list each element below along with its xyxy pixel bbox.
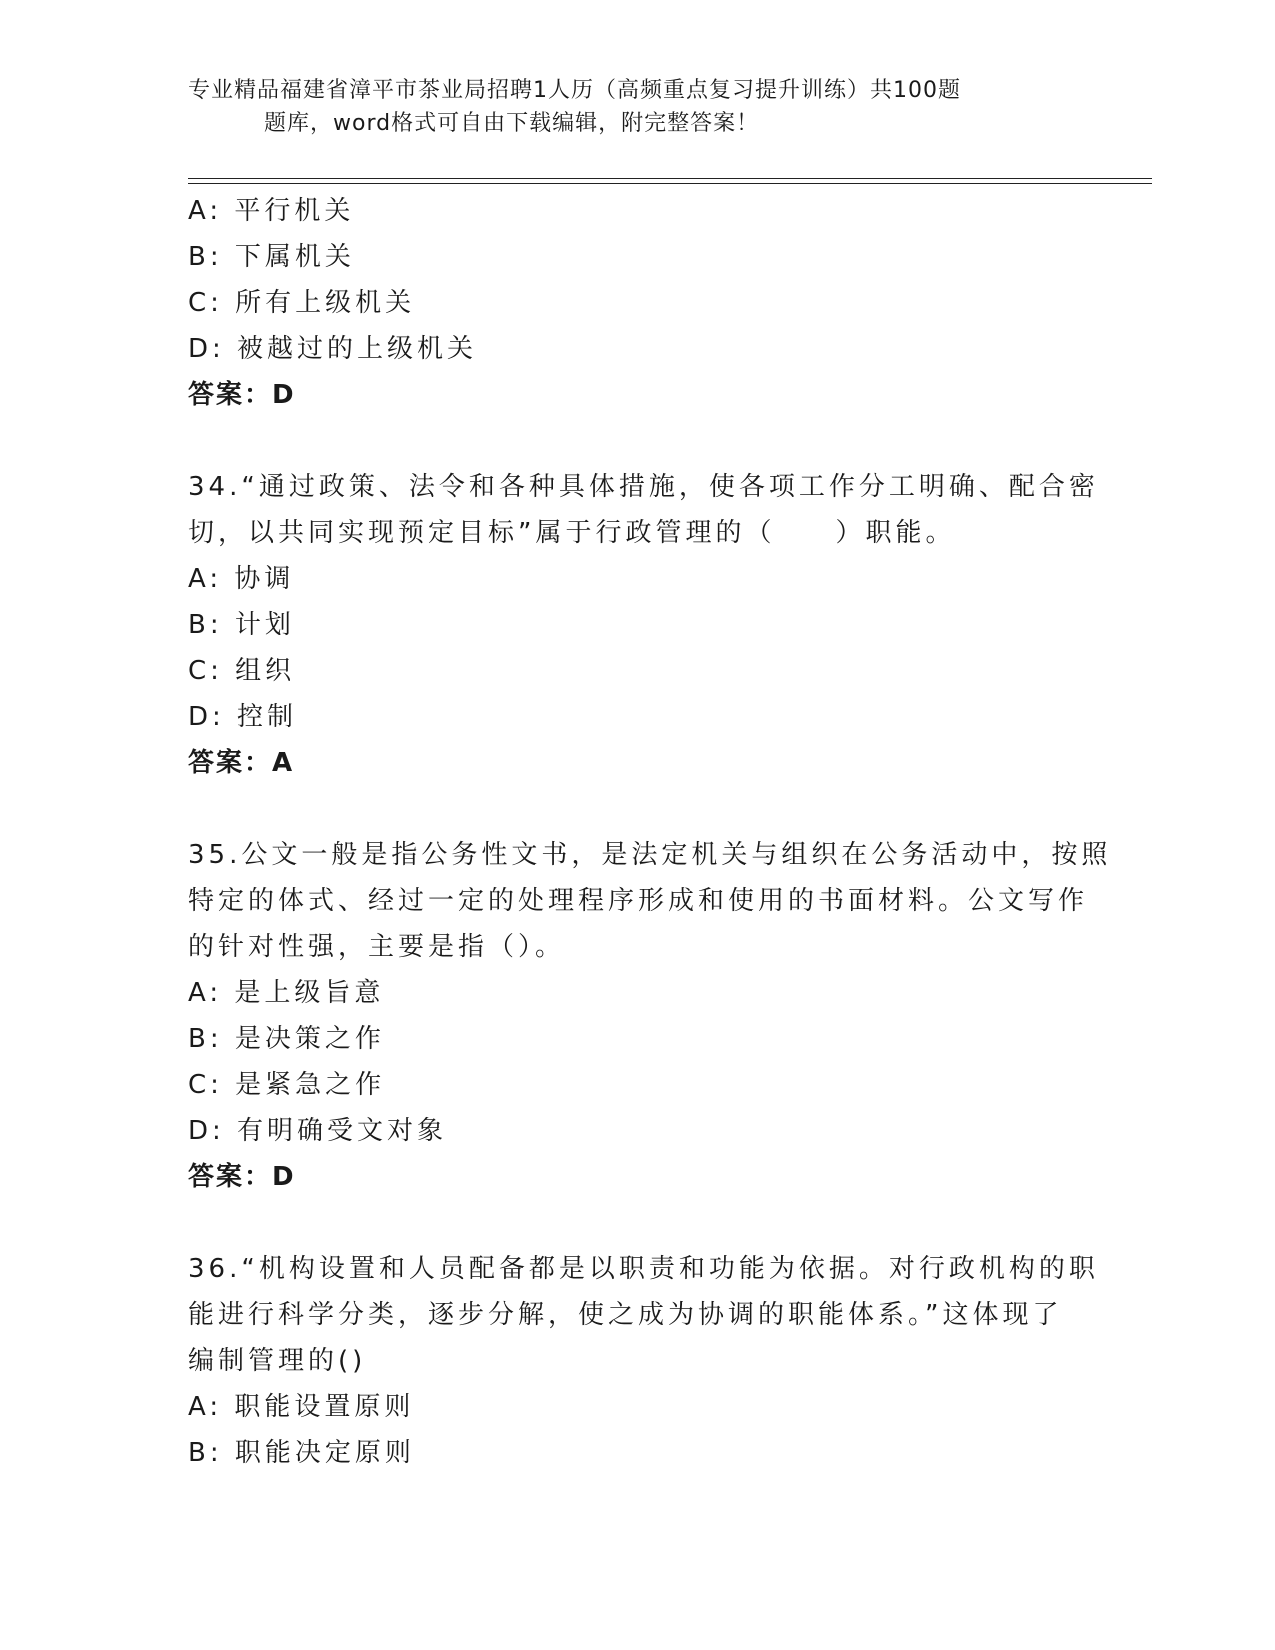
answer-label: 答案：D [188, 380, 296, 410]
option-a: A: 协调 [188, 564, 295, 594]
option-d: D: 控制 [188, 702, 298, 732]
option-a: A: 平行机关 [188, 196, 355, 226]
header-title-line2: 题库，word格式可自由下载编辑，附完整答案！ [264, 111, 760, 136]
question-stem-line: 编制管理的() [188, 1346, 367, 1376]
question-35 [188, 832, 1112, 1200]
document-header [188, 74, 1048, 140]
question-list [188, 188, 1112, 1476]
spacer [188, 1200, 1088, 1246]
question-stem-line: 切，以共同实现预定目标”属于行政管理的（ ）职能。 [188, 518, 956, 548]
option-c: C: 是紧急之作 [188, 1070, 386, 1100]
question-36 [188, 1246, 1099, 1476]
option-d: D: 有明确受文对象 [188, 1116, 448, 1146]
header-rule-bottom [188, 183, 1152, 184]
question-stem-line: 的针对性强，主要是指（）。 [188, 932, 566, 962]
question-stem-line: 36.“机构设置和人员配备都是以职责和功能为依据。对行政机构的职 [188, 1254, 1099, 1284]
question-stem-line: 特定的体式、经过一定的处理程序形成和使用的书面材料。公文写作 [188, 886, 1089, 916]
option-d: D: 被越过的上级机关 [188, 334, 478, 364]
question-stem-line: 34.“通过政策、法令和各种具体措施，使各项工作分工明确、配合密 [188, 472, 1099, 502]
question-33 [188, 188, 1088, 418]
header-rule-top [188, 178, 1152, 179]
option-c: C: 所有上级机关 [188, 288, 416, 318]
option-b: B: 下属机关 [188, 242, 355, 272]
answer-label: 答案：D [188, 1162, 296, 1192]
option-b: B: 是决策之作 [188, 1024, 385, 1054]
option-b: B: 职能决定原则 [188, 1438, 415, 1468]
spacer [188, 418, 1088, 464]
spacer [188, 786, 1088, 832]
option-b: B: 计划 [188, 610, 295, 640]
option-c: C: 组织 [188, 656, 296, 686]
question-stem-line: 35.公文一般是指公务性文书，是法定机关与组织在公务活动中，按照 [188, 840, 1112, 870]
question-stem-line: 能进行科学分类，逐步分解，使之成为协调的职能体系。”这体现了 [188, 1300, 1063, 1330]
option-a: A: 是上级旨意 [188, 978, 385, 1008]
answer-label: 答案：A [188, 748, 295, 778]
option-a: A: 职能设置原则 [188, 1392, 415, 1422]
question-34 [188, 464, 1099, 786]
header-title-line1: 专业精品福建省漳平市茶业局招聘1人历（高频重点复习提升训练）共100题 [188, 78, 961, 103]
